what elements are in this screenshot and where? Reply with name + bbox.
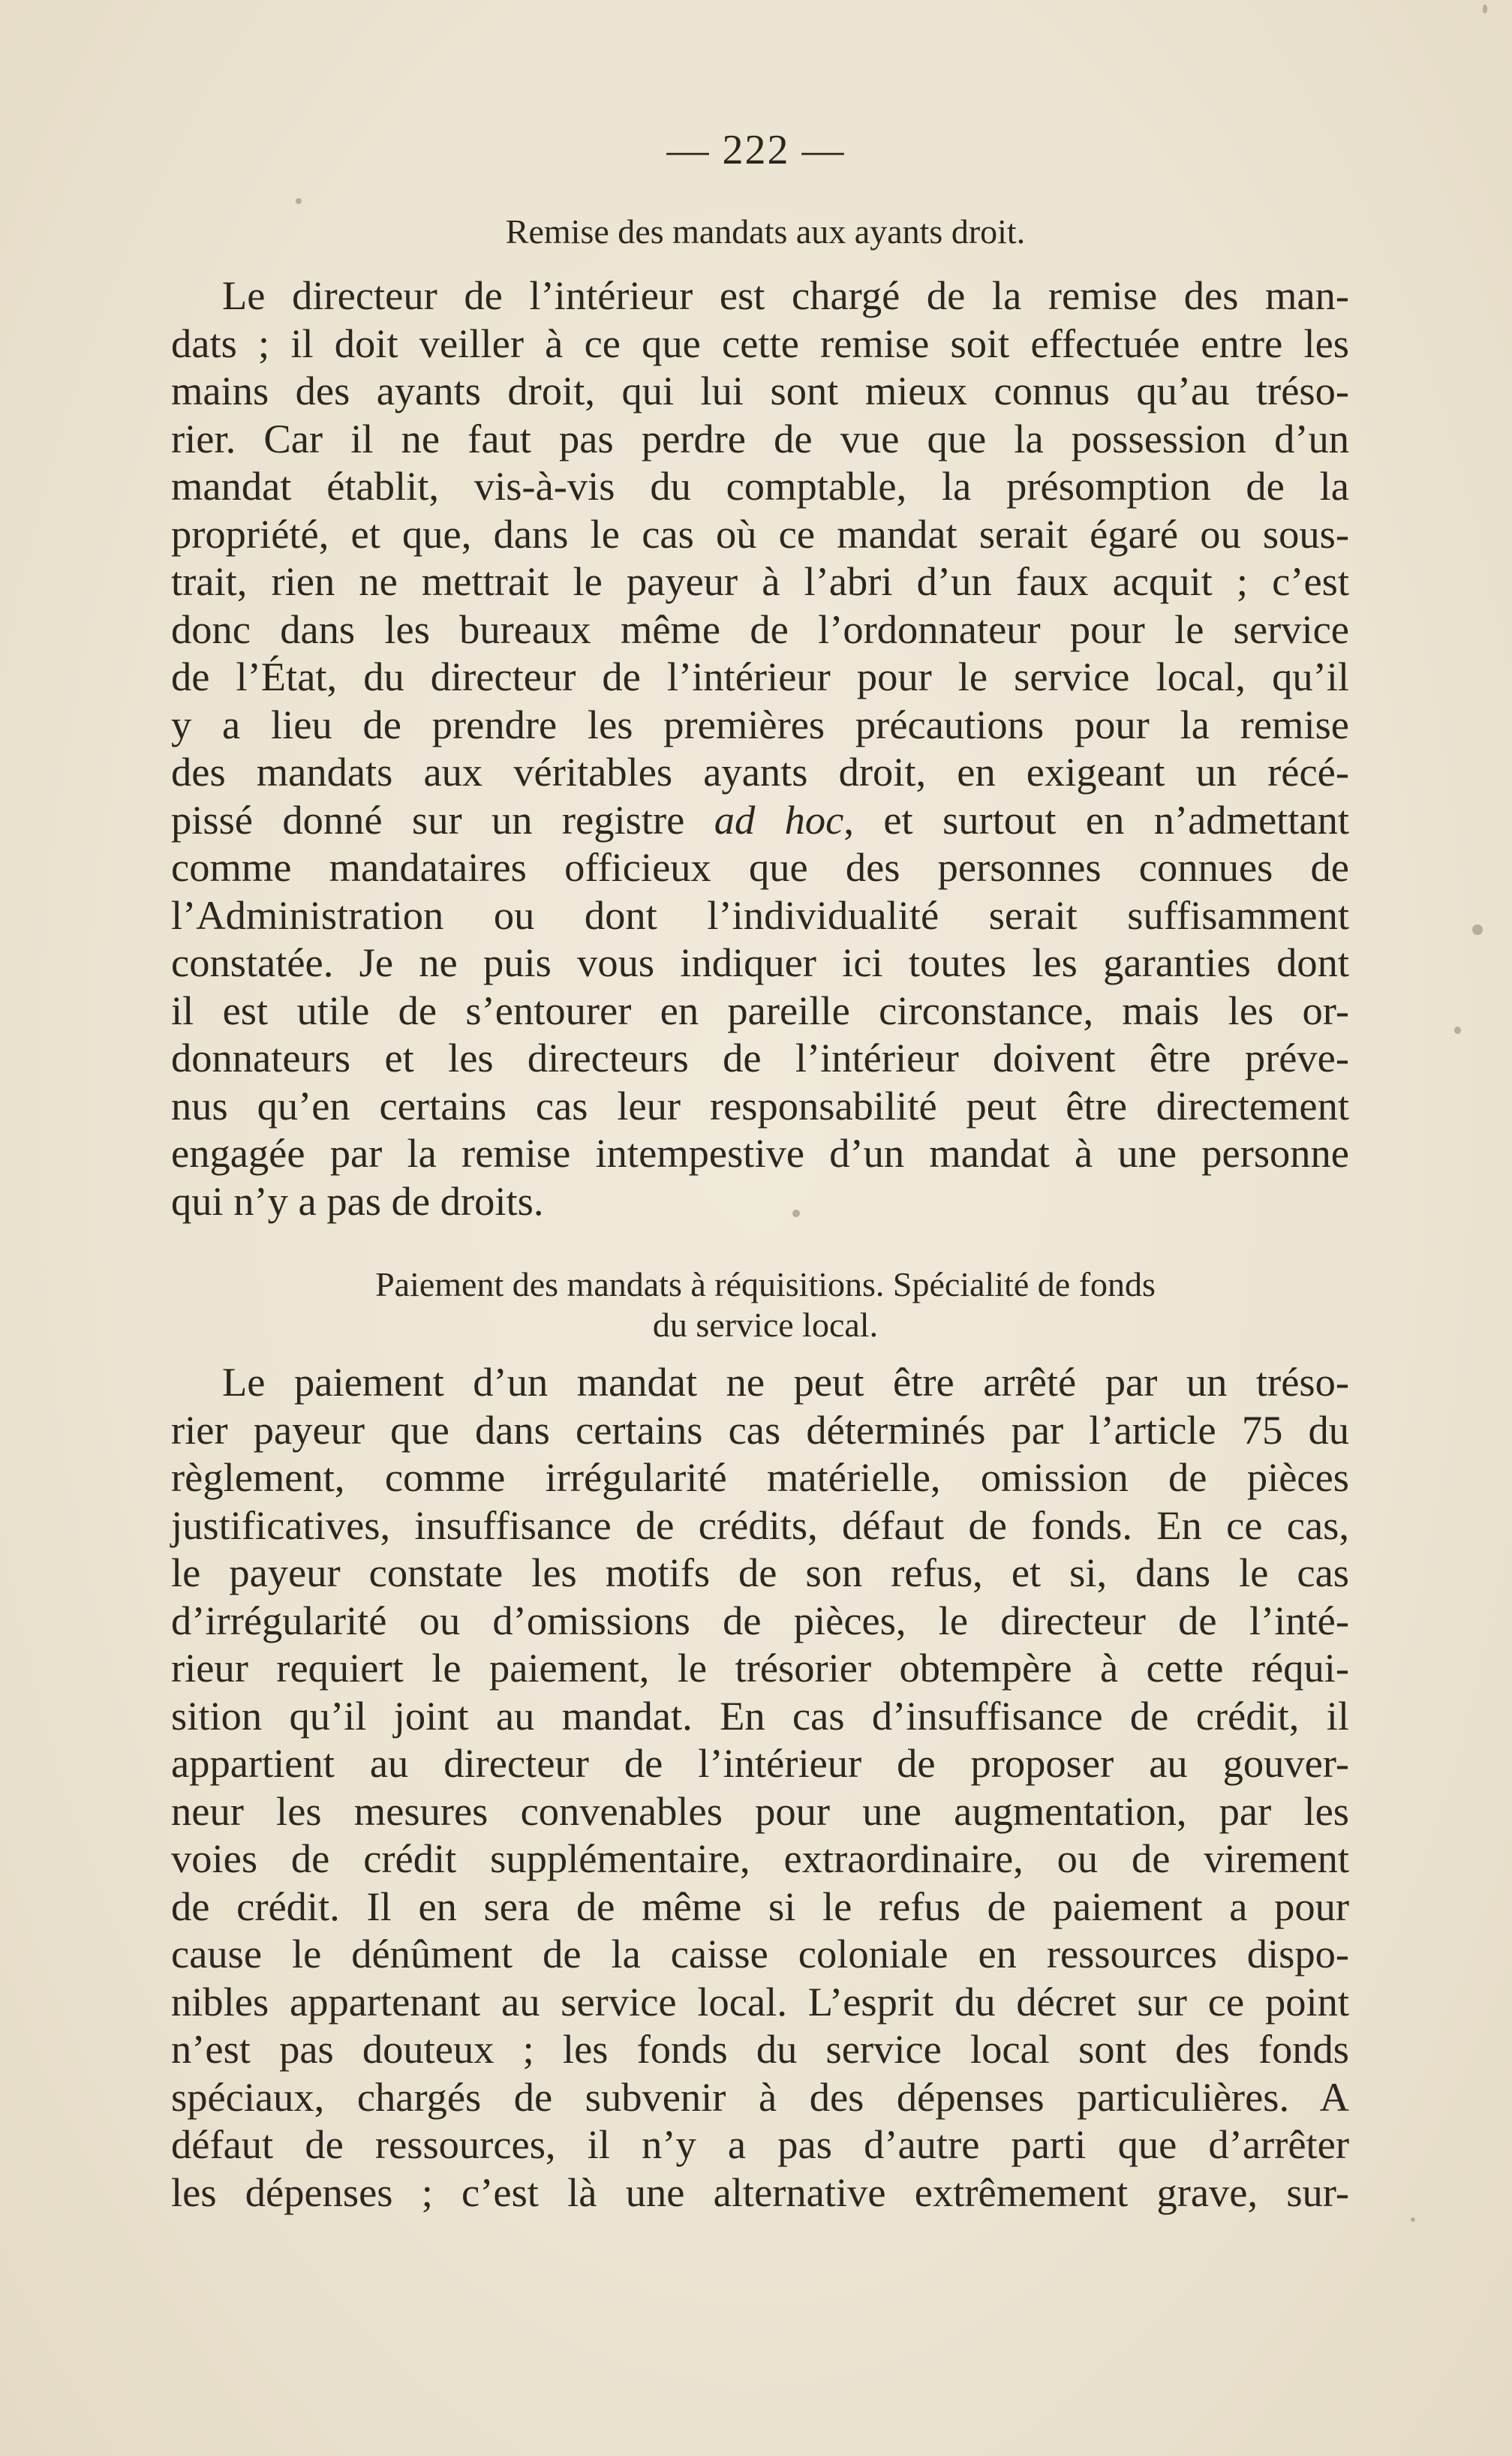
text-line: nus qu’en certains cas leur responsabilité peut être directement (171, 1082, 1349, 1129)
italic-phrase: ad hoc (714, 796, 844, 843)
text-line: justificatives, insuffisance de crédits, défaut de fonds. En ce cas, (171, 1502, 1349, 1548)
text-line: mains des ayants droit, qui lui sont mieux connus qu’au tréso- (171, 368, 1349, 413)
text-line: défaut de ressources, il n’y a pas d’autre parti que d’arrêter (171, 2121, 1349, 2167)
text-line: voies de crédit supplémentaire, extraordinaire, ou de virement (171, 1835, 1349, 1881)
text-line: neur les mesures convenables pour une augmentation, par les (171, 1787, 1349, 1834)
text-line-with-italic (171, 796, 1349, 844)
text-line: de l’État, du directeur de l’intérieur pour le service local, qu’il (171, 654, 1349, 699)
paper-speck (1454, 1027, 1461, 1034)
section-heading-paiement (315, 1264, 1216, 1345)
text-line: des mandats aux véritables ayants droit, en exigeant un récé- (171, 749, 1349, 795)
section-heading-remise: Remise des mandats aux ayants droit. (505, 212, 1026, 251)
text-segment: , et surtout en n’admettant (843, 796, 1350, 843)
heading-line: du service local. (652, 1306, 879, 1344)
paper-speck (1483, 5, 1487, 14)
text-line: cause le dénûment de la caisse coloniale en ressources dispo- (171, 1931, 1349, 1977)
text-line: donc dans les bureaux même de l’ordonnateur pour le service (171, 606, 1349, 652)
text-line: règlement, comme irrégularité matérielle, omission de pièces (171, 1454, 1349, 1500)
text-line: trait, rien ne mettrait le payeur à l’abri d’un faux acquit ; c’est (171, 558, 1349, 604)
text-line: y a lieu de prendre les premières précautions pour la remise (171, 701, 1349, 747)
paper-speck (296, 198, 302, 204)
text-line: spéciaux, chargés de subvenir à des dépenses particulières. A (171, 2073, 1349, 2120)
text-line: le payeur constate les motifs de son refus, et si, dans le cas (171, 1550, 1349, 1595)
paper-speck (792, 1210, 800, 1217)
text-line: de crédit. Il en sera de même si le refus de paiement a pour (171, 1883, 1349, 1929)
text-line: sition qu’il joint au mandat. En cas d’insuffisance de crédit, il (171, 1692, 1349, 1739)
text-segment: pissé donné sur un registre (171, 796, 685, 843)
text-line: il est utile de s’entourer en pareille circonstance, mais les or- (171, 987, 1349, 1033)
paper-speck (1411, 2217, 1415, 2222)
text-line: rieur requiert le paiement, le trésorier obtempère à cette réqui- (171, 1645, 1349, 1691)
text-line: rier. Car il ne faut pas perdre de vue que la possession d’un (171, 415, 1349, 461)
paragraph-paiement (171, 1358, 1349, 2216)
text-line: l’Administration ou dont l’individualité serait suffisamment (171, 891, 1349, 938)
text-line: donnateurs et les directeurs de l’intérieur doivent être préve- (171, 1035, 1349, 1081)
text-line: Le directeur de l’intérieur est chargé de la remise des man- (222, 272, 1349, 318)
text-line: mandat établit, vis-à-vis du comptable, la présomption de la (171, 463, 1349, 509)
paper-speck (1472, 924, 1483, 935)
text-line: les dépenses ; c’est là une alternative extrêmement grave, sur- (171, 2169, 1349, 2215)
text-line: constatée. Je ne puis vous indiquer ici toutes les garanties dont (171, 939, 1349, 985)
text-line: engagée par la remise intempestive d’un mandat à une personne (171, 1130, 1349, 1176)
text-line: Le paiement d’un mandat ne peut être arrêté par un tréso- (222, 1359, 1349, 1405)
heading-line: Paiement des mandats à réquisitions. Spécialité de fonds (375, 1265, 1156, 1303)
text-line: d’irrégularité ou d’omissions de pièces, le directeur de l’inté- (171, 1597, 1349, 1643)
text-line: rier payeur que dans certains cas déterminés par l’article 75 du (171, 1406, 1349, 1453)
paragraph-remise (171, 272, 1349, 1225)
text-line: nibles appartenant au service local. L’esprit du décret sur ce point (171, 1978, 1349, 2025)
text-line: comme mandataires officieux que des personnes connues de (171, 844, 1349, 890)
text-line: dats ; il doit veiller à ce que cette remise soit effectuée entre les (171, 320, 1349, 366)
text-line: qui n’y a pas de droits. (171, 1177, 544, 1224)
page-number: — 222 — (666, 127, 846, 173)
text-line: propriété, et que, dans le cas où ce mandat serait égaré ou sous- (171, 510, 1349, 557)
text-line: n’est pas douteux ; les fonds du service local sont des fonds (171, 2026, 1349, 2072)
text-line: appartient au directeur de l’intérieur de proposer au gouver- (171, 1740, 1349, 1786)
